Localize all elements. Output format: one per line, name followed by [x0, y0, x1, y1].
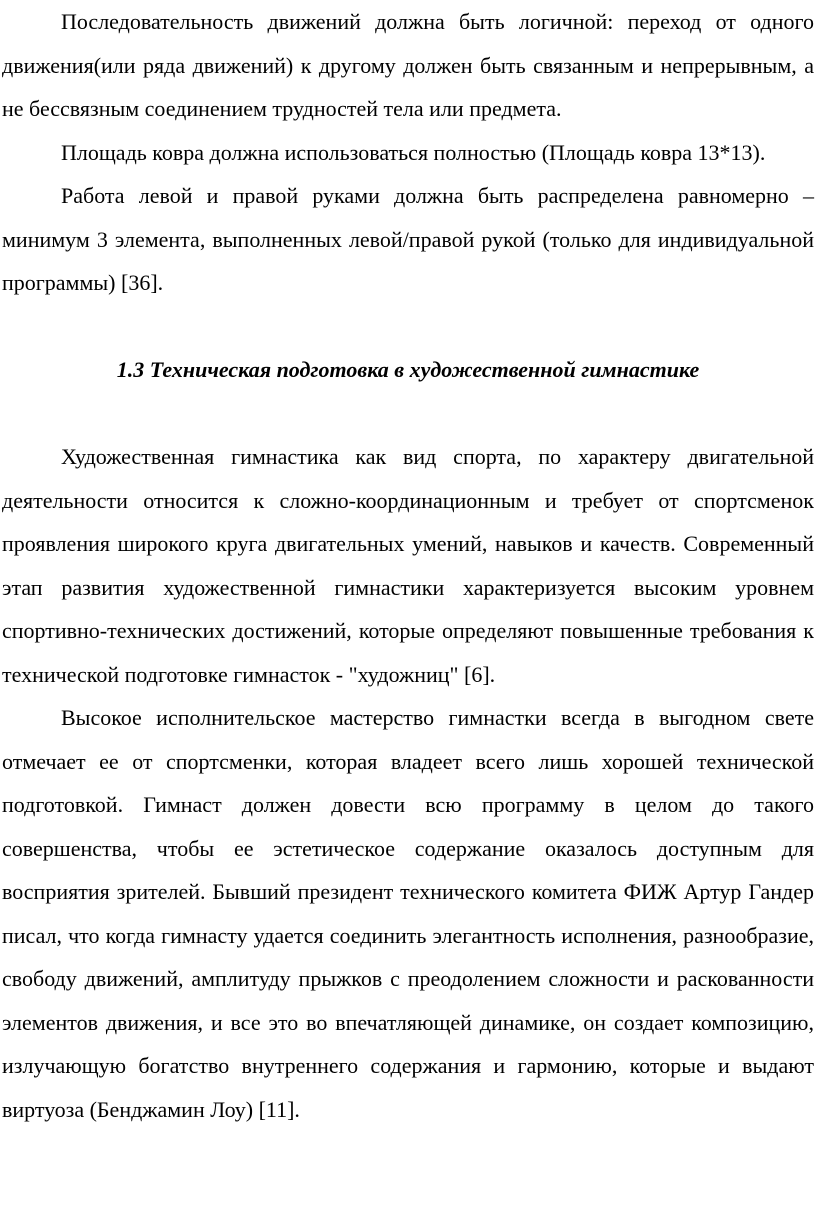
paragraph-hand-balance: Работа левой и правой руками должна быть распределена равномерно – минимум 3 элемента, выполненных левой/правой рукой (только для индивидуальной программы) [36].	[2, 183, 814, 295]
paragraph-rhythmic-gymnastics-definition: Художественная гимнастика как вид спорта, по характеру двигательной деятельности относится к сложно-координационным и требует от спортсменок проявления широкого круга двигательных умений, навыков и качеств. Современный этап развития художественной гимнастики характеризуется высоким уровнем спортивно-технических достижений, которые определяют повышенные требования к технической подготовке гимнасток - "художниц" [6].	[2, 444, 814, 687]
section-heading: 1.3 Техническая подготовка в художественной гимнастике	[116, 357, 700, 382]
paragraph-carpet-area: Площадь ковра должна использоваться полностью (Площадь ковра 13*13).	[61, 139, 766, 165]
blank-line	[2, 392, 814, 436]
paragraph-sequence-logic: Последовательность движений должна быть логичной: переход от одного движения(или ряда движений) к другому должен быть связанным и непрерывным, а не бессвязным соединением трудностей тела или предмета.	[2, 9, 814, 121]
paragraph-performance-mastery: Высокое исполнительское мастерство гимнастки всегда в выгодном свете отмечает ее от спортсменки, которая владеет всего лишь хорошей технической подготовкой. Гимнаст должен довести всю программу в целом до такого совершенства, чтобы ее эстетическое содержание оказалось доступным для восприятия зрителей. Бывший президент технического комитета ФИЖ Артур Гандер писал, что когда гимнасту удается соединить элегантность исполнения, разнообразие, свободу движений, амплитуду прыжков с преодолением сложности и раскованности элементов движения, и все это во впечатляющей динамике, он создает композицию, излучающую богатство внутреннего содержания и гармонию, которые и выдают виртуоза (Бенджамин Лоу) [11].	[2, 705, 814, 1122]
blank-line	[2, 305, 814, 349]
